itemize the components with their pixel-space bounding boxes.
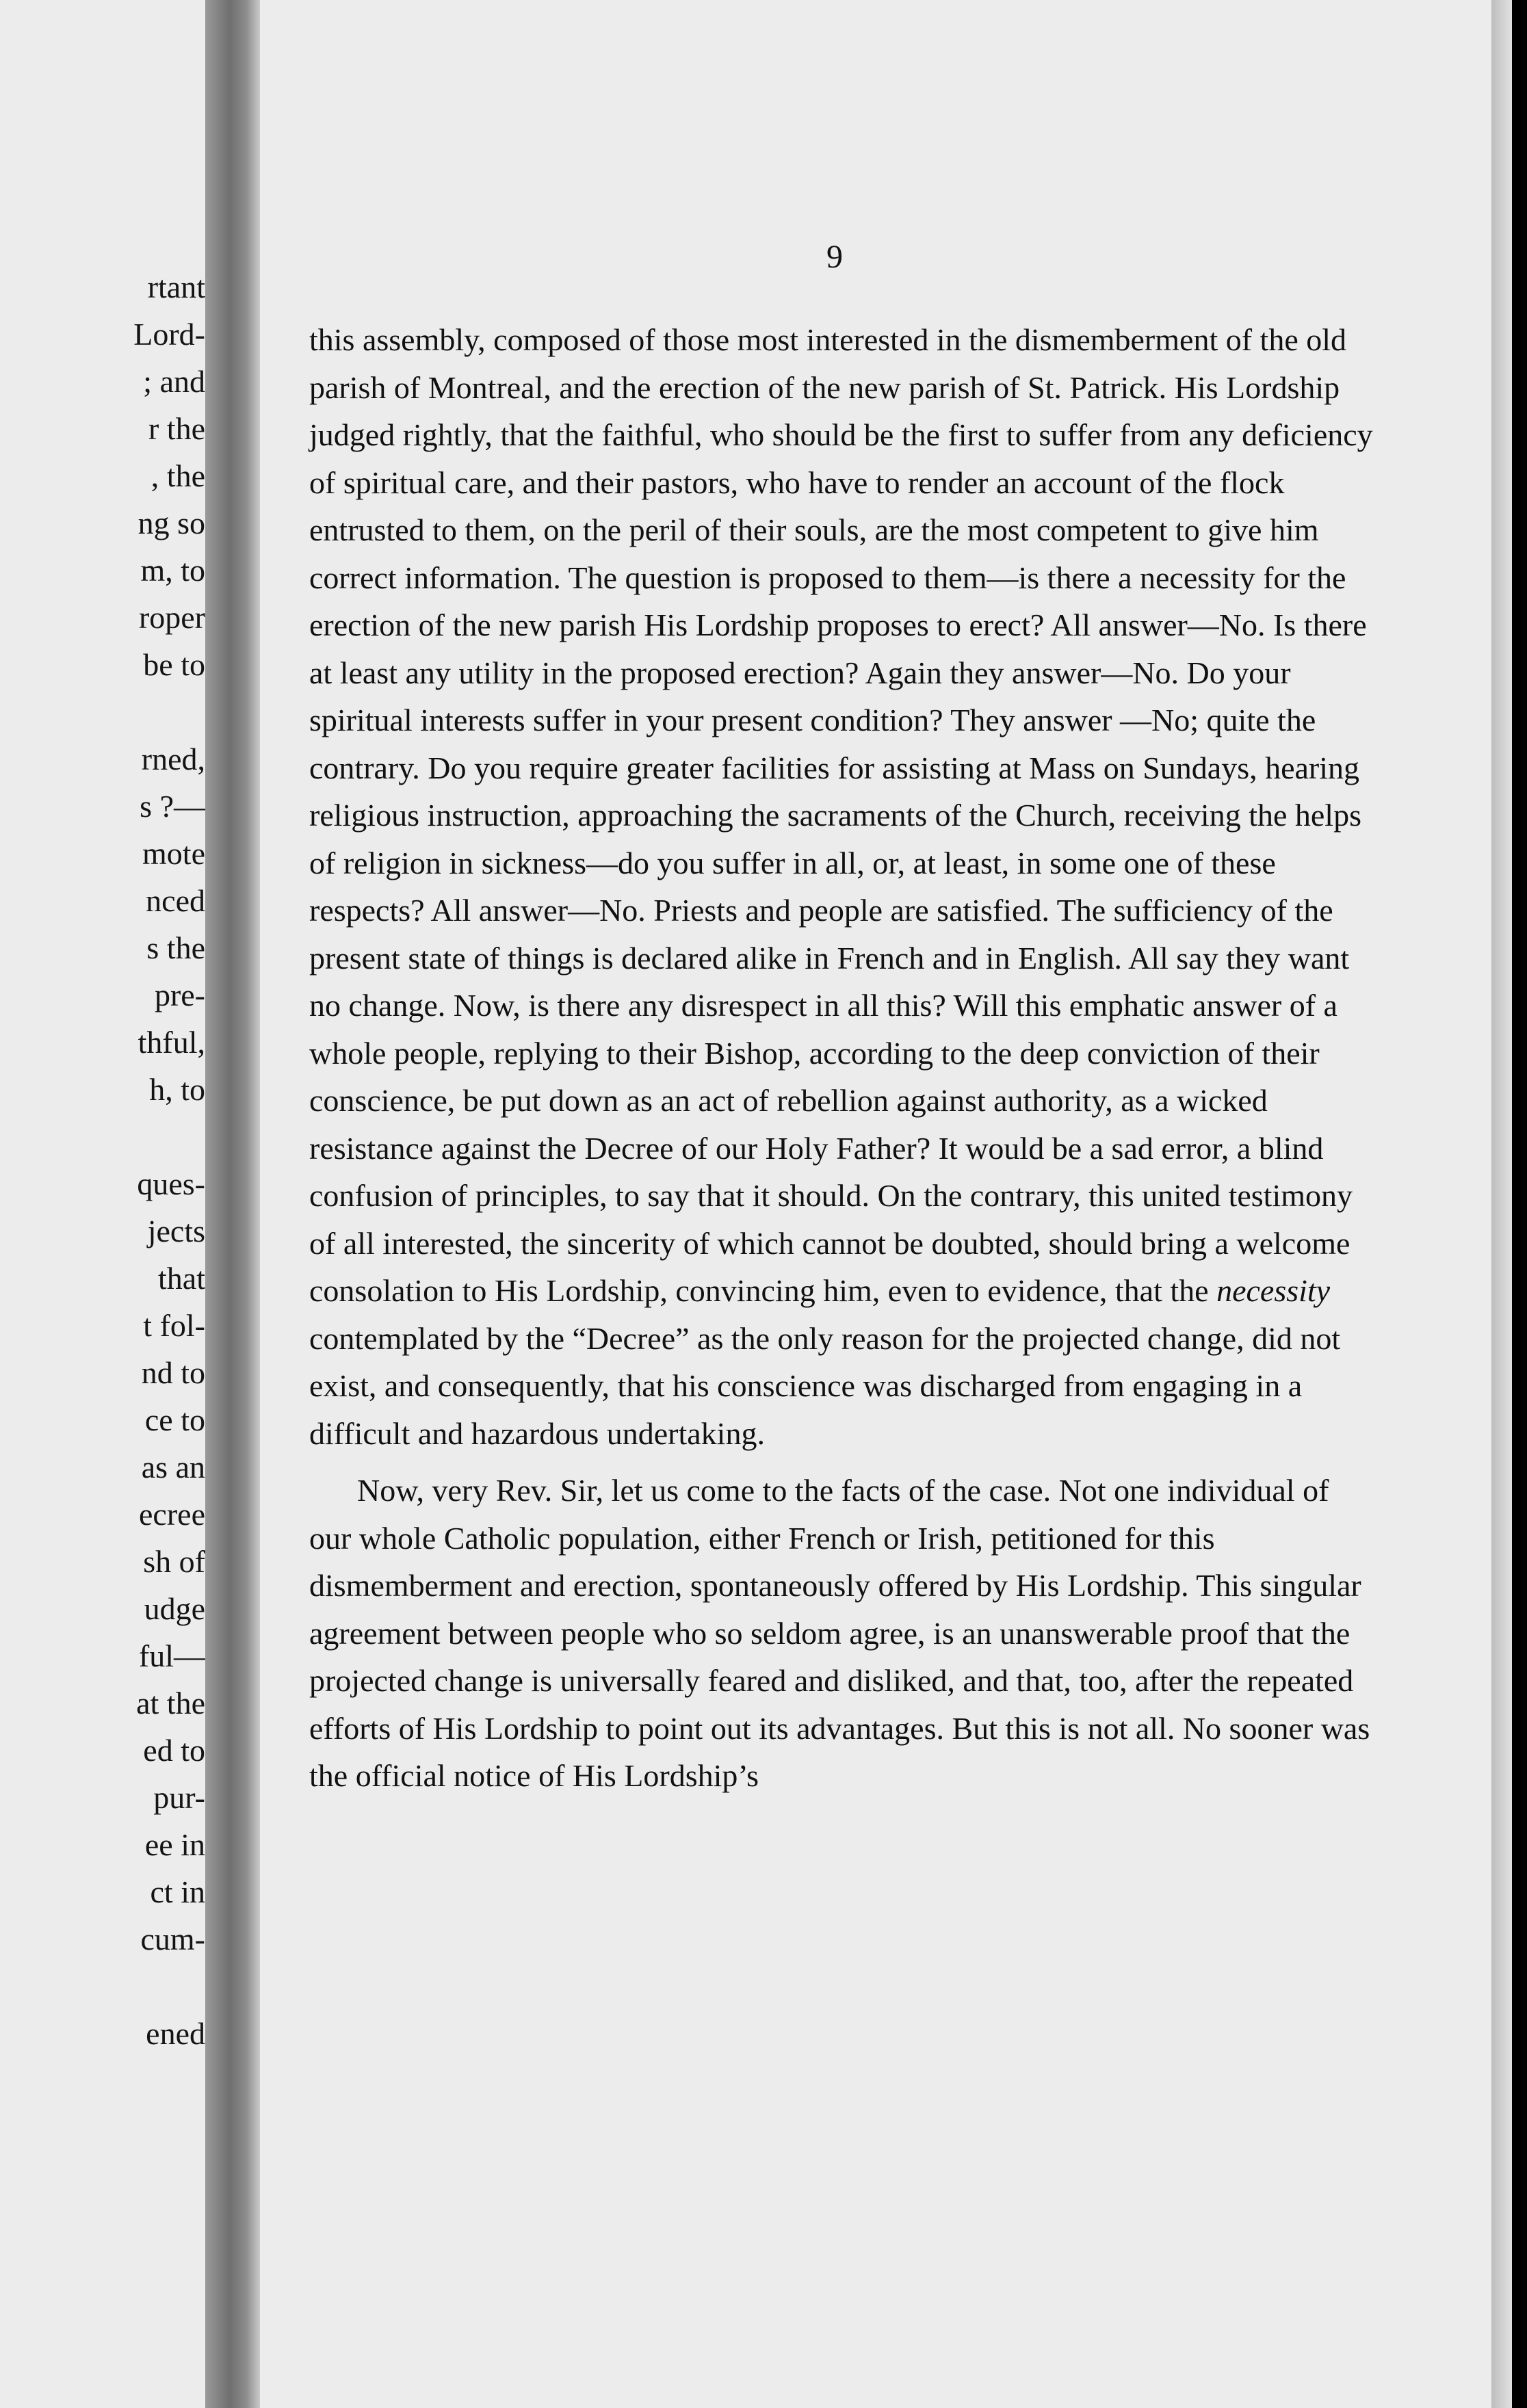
facing-page-line: ng so	[138, 506, 205, 540]
facing-page-line: udge	[144, 1591, 205, 1626]
facing-page-line: , the	[151, 458, 205, 493]
facing-page-line: rtant	[147, 270, 205, 304]
emphasized-word: necessity	[1216, 1273, 1331, 1308]
facing-page-line: ed to	[143, 1733, 205, 1768]
facing-page-line	[0, 1963, 205, 2010]
facing-page-line: ct in	[150, 1874, 205, 1909]
facing-page-line: sh of	[143, 1544, 205, 1579]
facing-page-line: t fol-	[143, 1308, 205, 1343]
page-number: 9	[826, 239, 843, 275]
facing-page-line: ; and	[143, 364, 205, 399]
facing-page-line: that	[158, 1261, 205, 1296]
facing-page-line: m, to	[140, 553, 205, 588]
paragraph-1	[309, 316, 1376, 1457]
facing-page-line: ecree	[139, 1497, 205, 1532]
facing-page-line	[0, 688, 205, 735]
facing-page-line: Lord-	[133, 317, 205, 352]
facing-page-line: thful,	[138, 1025, 205, 1060]
facing-page-line	[0, 1113, 205, 1160]
facing-page-line: roper	[138, 600, 205, 635]
paragraph-2: Now, very Rev. Sir, let us come to the facts of the case. Not one individual of our whole Catholic population, either French or Irish, petitioned for this dismemberment and erection, spontaneously offered by His Lordship. This singular agreement between people who so seldom agree, is an unanswerable proof that the projected change is universally feared and disliked, and that, too, after the repeated efforts of His Lordship to point out its advantages. But this is not all. No sooner was the official notice of His Lordship’s	[309, 1473, 1370, 1793]
facing-page-line: as an	[141, 1450, 205, 1484]
facing-page-line: mote	[142, 836, 205, 871]
paragraph-1-text-start: this assembly, composed of those most interested in the dismemberment of the old parish of Montreal, and the erection of the new parish of St. Patrick. His Lordship judged rightly, that the faithful, who should be the first to suffer from any deficiency of spiritual care, and their pastors, who have to render an account of the flock entrusted to them, on the peril of their souls, are the most competent to give him correct information. The question is proposed to them—is there a necessity for the erection of the new parish His Lordship proposes to erect? All answer—No. Is there at least any utility in the proposed erection? Again they answer—No. Do your spiritual interests suffer in your present condition? They answer —No; quite the contrary. Do you require greater facilities for assisting at Mass on Sundays, hearing religious instruction, approaching the sacraments of the Church, receiving the helps of religion in sickness—do you suffer in all, or, at least, in some one of these respects? All answer—No. Priests and people are satisfied. The sufficiency of the present state of things is declared alike in French and in English. All say they want no change. Now, is there any disrespect in all this? Will this emphatic answer of a whole people, replying to their Bishop, according to the deep conviction of their conscience, be put down as an act of rebellion against authority, as a wicked resistance against the Decree of our Holy Father? It would be a sad error, a blind confusion of principles, to say that it should. On the contrary, this united testimony of all interested, the sincerity of which cannot be doubted, should bring a welcome consolation to His Lordship, convincing him, even to evidence, that the	[309, 322, 1373, 1308]
facing-page-line: ful—	[138, 1638, 205, 1673]
facing-page-line: cum-	[140, 1922, 205, 1956]
facing-page-line: be to	[143, 647, 205, 682]
facing-page-line: jects	[147, 1214, 205, 1248]
facing-page-line: at the	[136, 1686, 205, 1720]
facing-page-line: pur-	[153, 1780, 205, 1815]
facing-page-left	[0, 0, 205, 2408]
paragraph-1-text-end: contemplated by the “Decree” as the only reason for the projected change, did not exist, and consequently, that his conscience was discharged from engaging in a difficult and hazardous undertaking.	[309, 1320, 1341, 1451]
facing-page-line: pre-	[154, 978, 205, 1012]
page-edge	[1491, 0, 1512, 2408]
page-body	[309, 316, 1376, 1800]
facing-page-line: ce to	[144, 1402, 205, 1437]
facing-page-line: r the	[148, 411, 205, 446]
facing-page-line: nd to	[141, 1355, 205, 1390]
facing-page-line: ened	[146, 2016, 205, 2051]
book-gutter	[205, 0, 260, 2408]
facing-page-line: h, to	[149, 1072, 205, 1107]
facing-page-line: nced	[146, 883, 205, 918]
facing-page-line: rned,	[141, 742, 205, 776]
facing-page-text-fragments	[0, 263, 205, 2057]
facing-page-line: s ?—	[140, 789, 205, 824]
facing-page-line: ques-	[137, 1166, 205, 1201]
facing-page-line: ee in	[144, 1827, 205, 1862]
facing-page-line: s the	[146, 930, 205, 965]
